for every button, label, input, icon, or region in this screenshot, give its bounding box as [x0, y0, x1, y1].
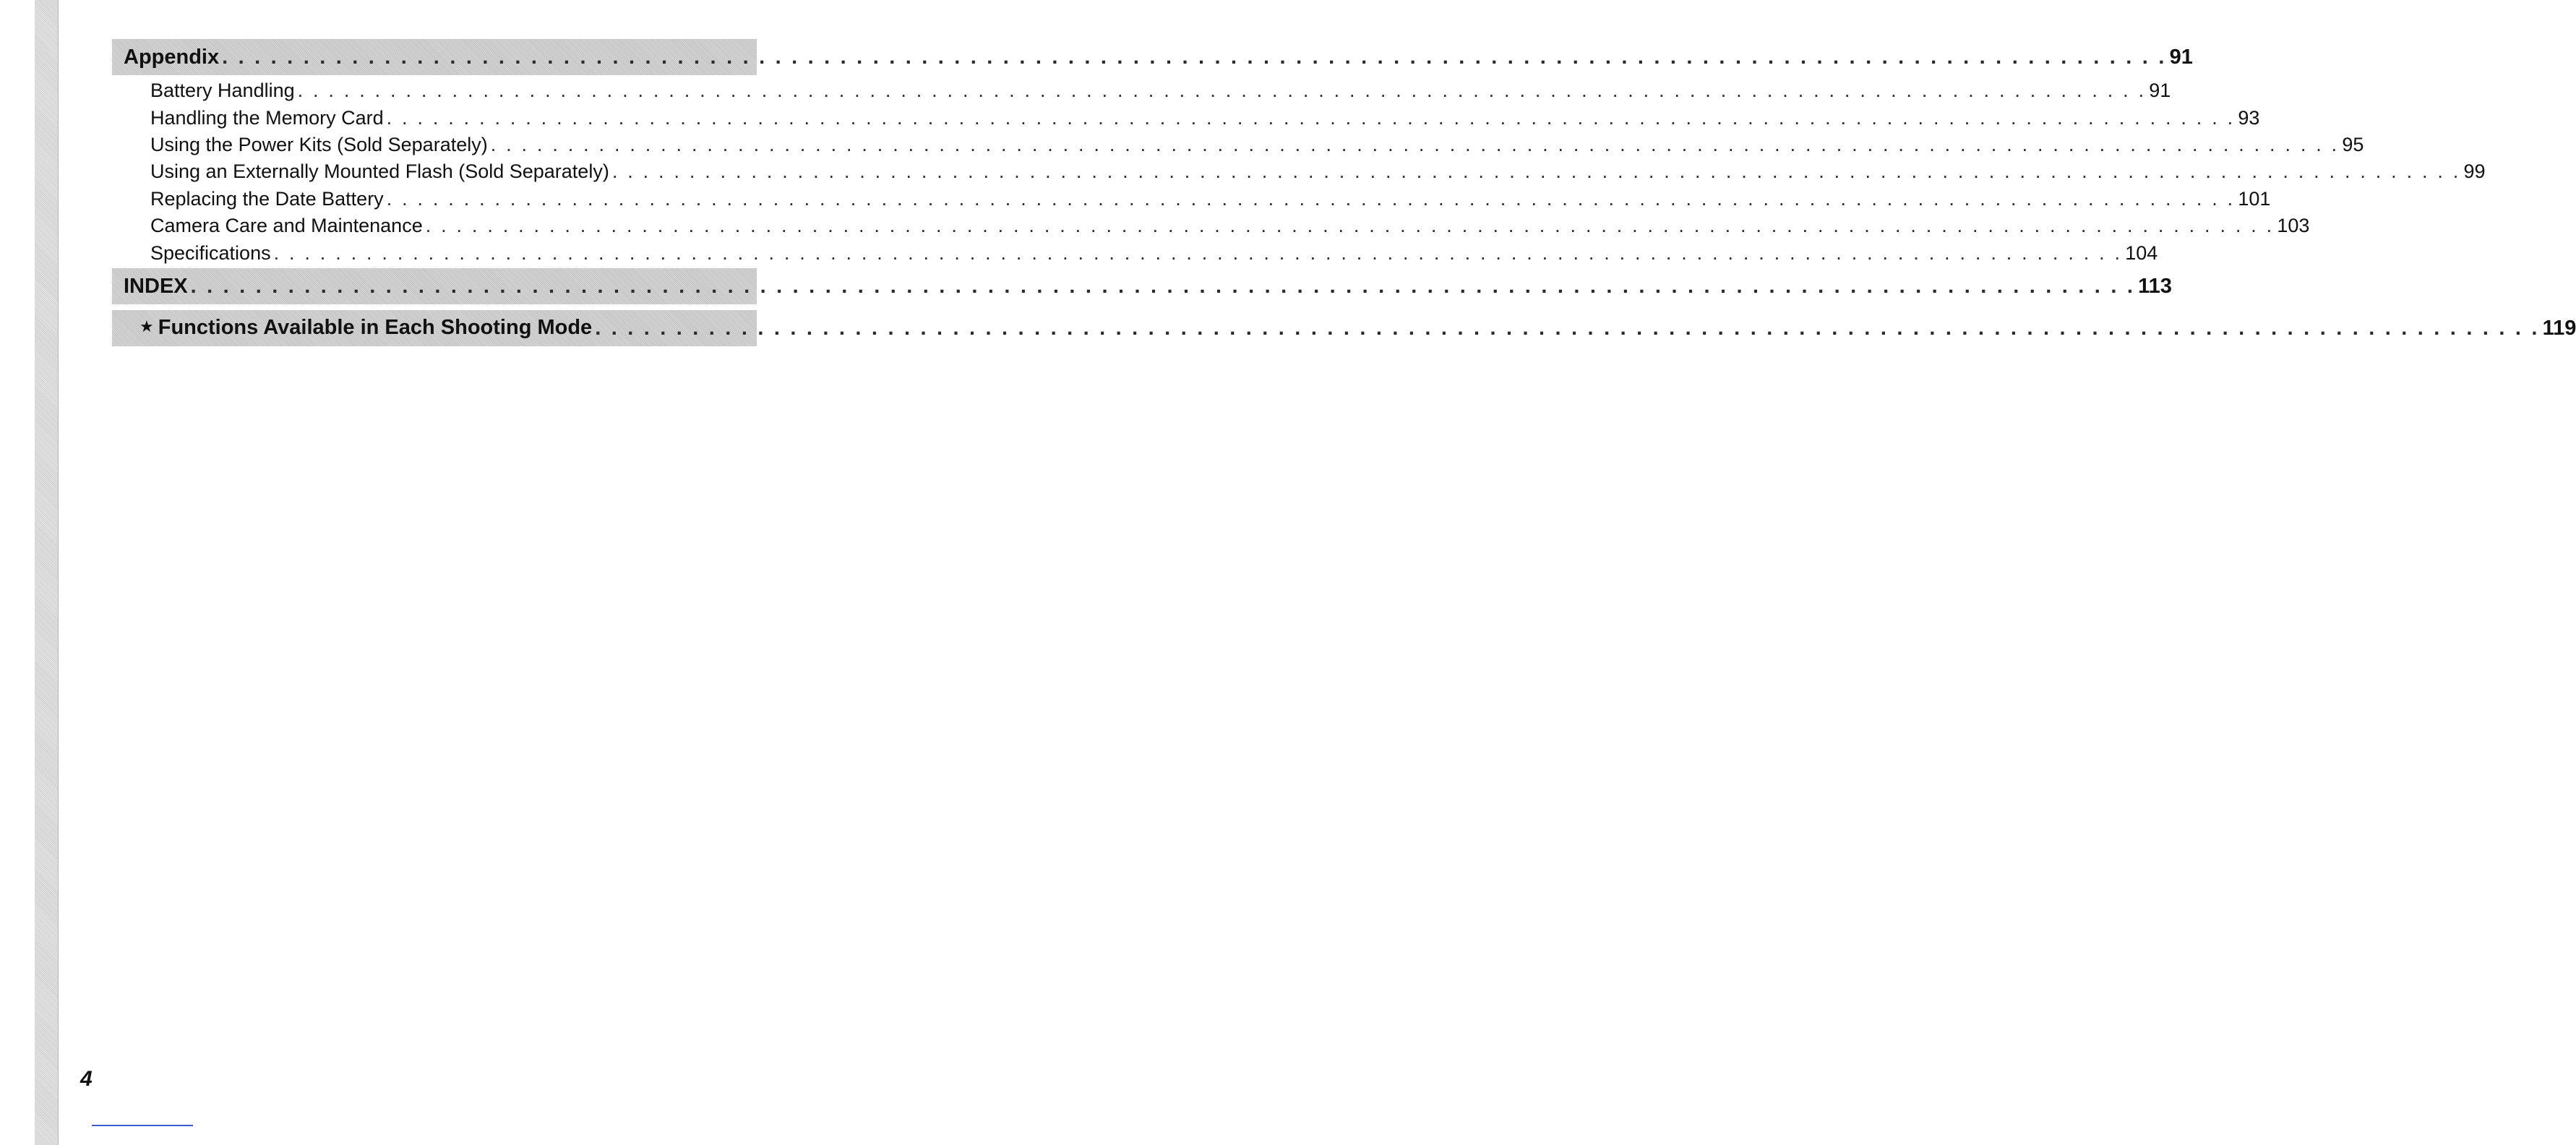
dot-leader: . . . . . . . . . . . . . . . . . . . . . . . . . . . . . . . . . . . . . . . . . . . . . . . . . . . . . . . . . . . . . . . . . . . . . . . . . . . . . . . . . . . . . . . . . . . . . . . . . . . . . . . . . . . . . . . . . . . . . . . .: [386, 187, 2236, 210]
toc-entry-label: Using an Externally Mounted Flash (Sold Separately): [150, 160, 609, 183]
page-edge-strip: [35, 0, 59, 1145]
dot-leader: . . . . . . . . . . . . . . . . . . . . . . . . . . . . . . . . . . . . . . . . . . . . . . . . . . . . . . . . . . . . . . . . . . . . . . . . . . . . . . . . . . . . . . . . . . . . . . . . . . . . . . . . . . . . . . . . . . . . . . . .: [222, 46, 2167, 69]
toc-heading-label: INDEX: [124, 274, 188, 298]
toc-entry-external-flash[interactable]: [112, 158, 2486, 185]
toc-entry-camera-care[interactable]: [112, 213, 2310, 239]
dot-leader: . . . . . . . . . . . . . . . . . . . . . . . . . . . . . . . . . . . . . . . . . . . . . . . . . . . . . . . . . . . . . . . . . . . . . . . . . . . . . . . . . . . . . . . . . . . . . . . . . . . . . . . . . . . . . . . . . . . . . . . .: [190, 274, 2136, 298]
dot-leader: . . . . . . . . . . . . . . . . . . . . . . . . . . . . . . . . . . . . . . . . . . . . . . . . . . . . . . . . . . . . . . . . . . . . . . . . . . . . . . . . . . . . . . . . . . . . . . . . . . . . . . . . . . . . . . . . . . . . . . . .: [273, 241, 2123, 264]
star-icon: ★: [139, 317, 154, 335]
toc-heading-label-wrapper: [124, 309, 592, 347]
toc-entry-label: Handling the Memory Card: [150, 106, 384, 129]
toc-page-number: 113: [2138, 274, 2172, 298]
toc-page-number: 119: [2542, 316, 2576, 340]
dot-leader: . . . . . . . . . . . . . . . . . . . . . . . . . . . . . . . . . . . . . . . . . . . . . . . . . . . . . . . . . . . . . . . . . . . . . . . . . . . . . . . . . . . . . . . . . . . . . . . . . . . . . . . . . . . . . . . . . . . . . . . .: [297, 80, 2147, 102]
toc-entry-label: Replacing the Date Battery: [150, 187, 384, 210]
toc-heading-label: Functions Available in Each Shooting Mode: [158, 315, 593, 339]
toc-entry-power-kits[interactable]: [112, 132, 2364, 158]
table-of-contents: [112, 39, 2576, 346]
toc-page-number: 104: [2125, 241, 2158, 264]
toc-page-number: 93: [2238, 106, 2260, 129]
dot-leader: . . . . . . . . . . . . . . . . . . . . . . . . . . . . . . . . . . . . . . . . . . . . . . . . . . . . . . . . . . . . . . . . . . . . . . . . . . . . . . . . . . . . . . . . . . . . . . . . . . . . . . . . . . . . . . . . . . . . . . . .: [595, 316, 2540, 340]
toc-entry-label: Camera Care and Maintenance: [150, 215, 423, 237]
toc-page-number: 95: [2342, 133, 2364, 155]
dot-leader: . . . . . . . . . . . . . . . . . . . . . . . . . . . . . . . . . . . . . . . . . . . . . . . . . . . . . . . . . . . . . . . . . . . . . . . . . . . . . . . . . . . . . . . . . . . . . . . . . . . . . . . . . . . . . . . . . . . . . . . .: [386, 106, 2236, 129]
toc-entry-label: Battery Handling: [150, 80, 295, 102]
toc-heading-index[interactable]: [112, 268, 2172, 304]
toc-page-number: 99: [2463, 160, 2486, 183]
toc-entry-memory-card[interactable]: [112, 104, 2260, 131]
toc-entry-label: Using the Power Kits (Sold Separately): [150, 133, 488, 155]
appendix-entry-list: [112, 75, 2486, 268]
bottom-rule: [92, 1125, 193, 1126]
toc-entry-label: Specifications: [150, 241, 271, 264]
toc-heading-functions-by-mode[interactable]: [112, 310, 2576, 346]
toc-page-number: 103: [2277, 215, 2310, 237]
toc-page-number: 91: [2169, 46, 2193, 69]
toc-heading-label: Appendix: [124, 46, 220, 69]
dot-leader: . . . . . . . . . . . . . . . . . . . . . . . . . . . . . . . . . . . . . . . . . . . . . . . . . . . . . . . . . . . . . . . . . . . . . . . . . . . . . . . . . . . . . . . . . . . . . . . . . . . . . . . . . . . . . . . . . . . . . . . .: [611, 160, 2461, 183]
toc-page-number: 101: [2238, 187, 2271, 210]
dot-leader: . . . . . . . . . . . . . . . . . . . . . . . . . . . . . . . . . . . . . . . . . . . . . . . . . . . . . . . . . . . . . . . . . . . . . . . . . . . . . . . . . . . . . . . . . . . . . . . . . . . . . . . . . . . . . . . . . . . . . . . .: [425, 215, 2275, 237]
toc-entry-date-battery[interactable]: [112, 186, 2271, 213]
page-number: 4: [80, 1067, 93, 1091]
toc-entry-specifications[interactable]: [112, 239, 2158, 266]
toc-entry-battery-handling[interactable]: [112, 77, 2171, 104]
dot-leader: . . . . . . . . . . . . . . . . . . . . . . . . . . . . . . . . . . . . . . . . . . . . . . . . . . . . . . . . . . . . . . . . . . . . . . . . . . . . . . . . . . . . . . . . . . . . . . . . . . . . . . . . . . . . . . . . . . . . . . . .: [490, 133, 2340, 155]
toc-page-number: 91: [2149, 80, 2171, 102]
toc-heading-appendix[interactable]: [112, 39, 2193, 75]
